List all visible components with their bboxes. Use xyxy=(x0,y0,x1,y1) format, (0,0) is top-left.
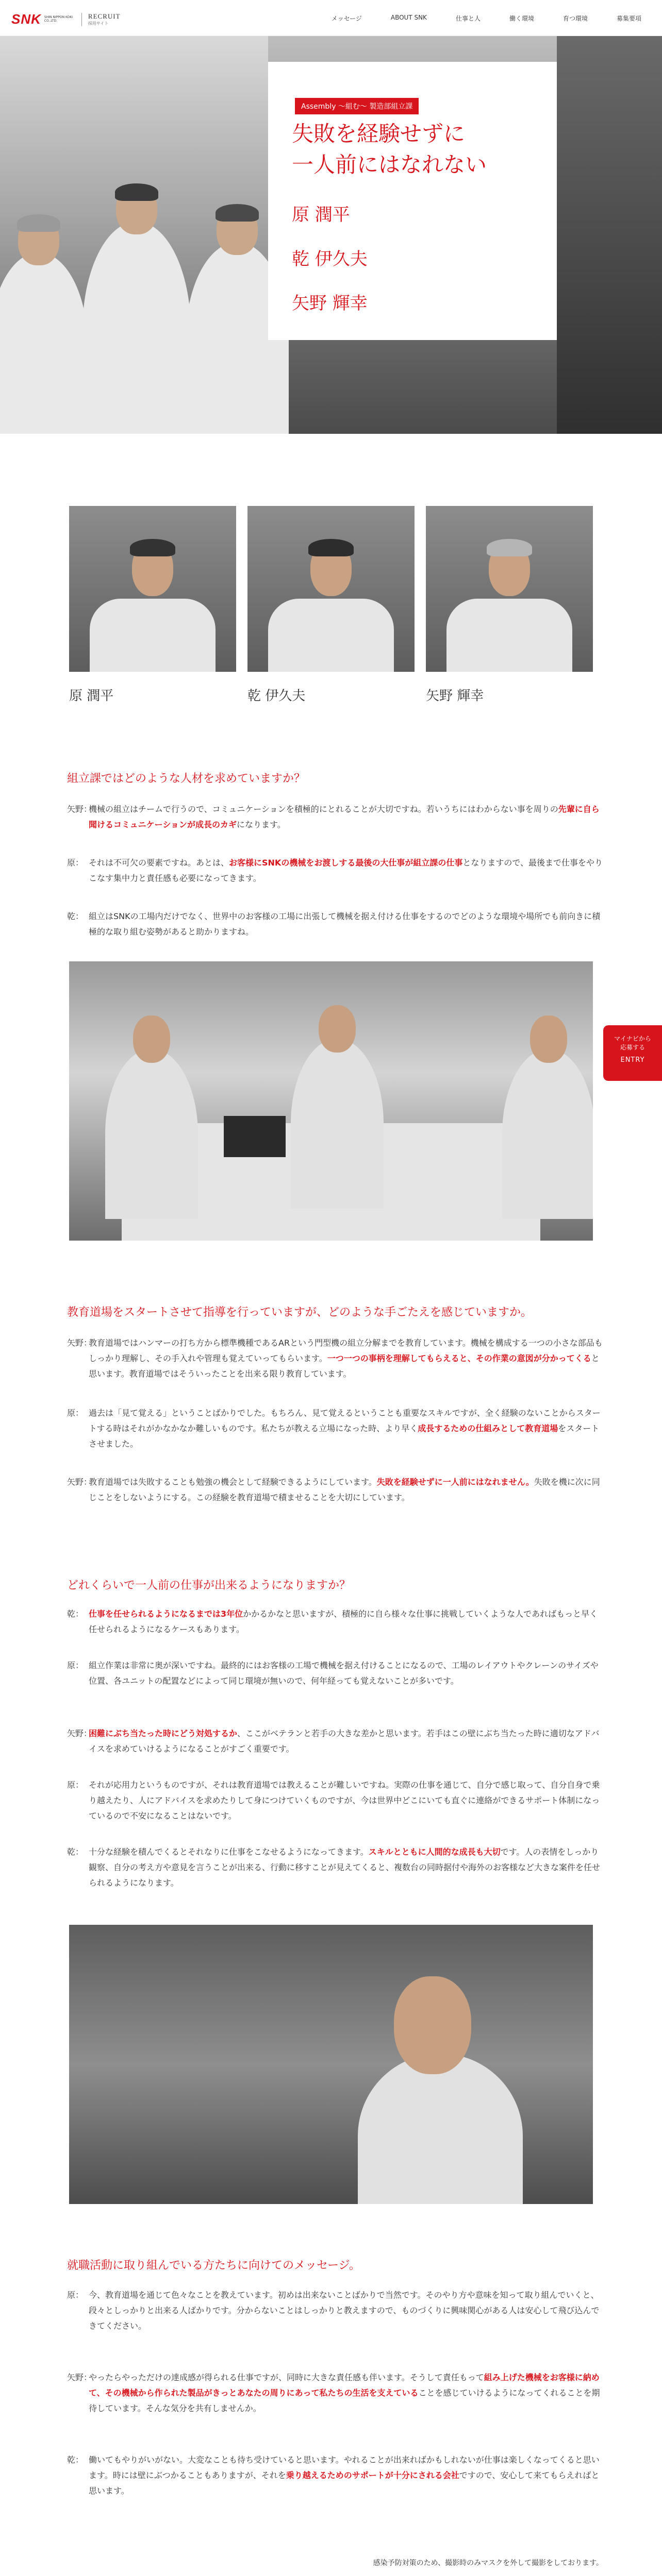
highlight-text: スキルとともに人間的な成長も大切 xyxy=(368,1847,501,1857)
logo-sub: SHIN NIPPON KOKI CO.,LTD. xyxy=(44,15,73,23)
logo-recruit-label: RECRUIT xyxy=(88,12,121,20)
site-logo[interactable] xyxy=(11,11,121,27)
body-text: 教育道場ではハンマーの打ち方から標準機種であるARという門型機の組立分解までを教育しています。機械を構成する一つの小さな部品もしっかり理解し、その手入れや管理も覚えていってもらいます。 xyxy=(89,1338,603,1363)
hero-title xyxy=(292,118,487,180)
section-2-question: 教育道場をスタートさせて指導を行っていますが、どのような手ごたえを感じていますか。 xyxy=(67,1306,533,1319)
highlight-text: お客様にSNKの機械をお渡しする最後の大仕事が組立課の仕事 xyxy=(229,858,463,868)
section-4-para-3: 乾： 働いてもやりがいがない。大変なことも待ち受けていると思います。やれることが出来ればかもしれないが仕事は楽しくなってくると思います。時には壁にぶつかることもありますが、それを乗り越えるためのサポートが十分にされる会社ですので、安心して来てもらえればと思います。 xyxy=(67,2455,600,2496)
body-text: かかるかなと思いますが、積極的に自ら様々な仕事に挑戦していくような人であればもっと早く任せられるようになるケースもあります。 xyxy=(89,1609,598,1634)
nav-growth[interactable]: 育つ環境 xyxy=(562,15,588,22)
body-text: ですので、安心して来てもらえればと思います。 xyxy=(89,2470,600,2496)
hero-background-right xyxy=(557,36,662,434)
section-4-para-2: 矢野： やったらやっただけの達成感が得られる仕事ですが、同時に大きな責任感も伴います。そうして責任もって組み上げた機械をお客様に納めて、その機械から作られた製品がきっとあなたの周りにあって私たちの生活を支えていることを感じていけるようになってくれることを期待しています。そんな気分を共有しませんか。 xyxy=(67,2372,600,2413)
body-text: 十分な経験を積んでくるとそれなりに仕事をこなせるようになってきます。 xyxy=(89,1847,369,1857)
body-text: 、ここがベテランと若手の大きな差かと思います。若手はこの壁にぶち当たった時に適切なアドバイスを求めていけるようになることがすごく重要です。 xyxy=(89,1728,600,1754)
section-1-para-2: 原： それは不可欠の要素ですね。あとは、お客様にSNKの機械をお渡しする最後の大仕事が組立課の仕事となりますので、最後まで仕事をやりこなす集中力と責任感も必要になってきます。 xyxy=(67,858,603,883)
portrait-name-1: 原 潤平 xyxy=(69,688,114,704)
highlight-text: 失敗を経験せずに一人前にはなれません。 xyxy=(376,1477,534,1487)
hero-tag: Assembly 〜組む〜 製造部組立課 xyxy=(295,98,419,114)
hero-worker-2 xyxy=(82,222,191,434)
section-4-para-1: 原： 今、教育道場を通じて色々なことを教えています。初めは出来ないことばかりで当然です。そのやり方や意味を知って取り組んでいくと、段々としっかりと出来る人ばかりです。分からないことはしっかりと教えますので、ものづくりに興味関心がある人は安心して飛び込んできてください。 xyxy=(67,2290,600,2331)
body-text: 過去は「見て覚える」ということばかりでした。もちろん、見て覚えるということも重要なスキルですが、全く経験のないことからスタートする時はそれがかなかなか難しいものです。私たちが教える立場になった時、より早く xyxy=(89,1408,601,1433)
hero-name-2: 乾 伊久夫 xyxy=(292,249,368,269)
site-header xyxy=(0,0,662,36)
section-2-para-2: 原： 過去は「見て覚える」ということばかりでした。もちろん、見て覚えるということも重要なスキルですが、全く経験のないことからスタートする時はそれがかなかなか難しいものです。私たちが教える立場になった時、より早く成長するための仕組みとして教育道場をスタートさせました。 xyxy=(67,1408,601,1449)
hero-title-line-1: 失敗を経験せずに xyxy=(292,121,466,146)
logo-recruit xyxy=(88,12,121,26)
meeting-photo xyxy=(69,961,593,1241)
side-cta-line-2: 応募する xyxy=(620,1044,645,1051)
hero-title-line-2: 一人前にはなれない xyxy=(292,152,487,177)
nav-about[interactable]: ABOUT SNK xyxy=(390,14,427,21)
body-text: 失敗を機に次に同じことをしないようにする。この経験を教育道場で積ませることを大切にしています。 xyxy=(89,1477,600,1502)
body-text: それが応用力というものですが、それは教育道場では教えることが難しいですね。実際の仕事を通じて、自分で感じ取って、自分自身で乗り越えたり、人にアドバイスを求めたりして身につけていくものですが、今は世界中どこにいても直ぐに連絡ができるサポート体制になっているので不安になることはないです。 xyxy=(89,1780,600,1821)
hero-photo xyxy=(0,36,268,434)
body-text: ことを感じていけるようになってくれることを期待しています。そんな気分を共有しませんか。 xyxy=(89,2388,600,2413)
interview-photo xyxy=(69,1925,593,2204)
hero-worker-1 xyxy=(0,252,88,434)
highlight-text: 先輩に自ら聞けるコミュニケーションが成長のカギ xyxy=(89,804,600,829)
highlight-text: 成長するための仕組みとして教育道場 xyxy=(418,1423,558,1433)
highlight-text: 一つ一つの事柄を理解してもらえると、その作業の意図が分かってくる xyxy=(327,1353,591,1363)
section-3-para-2: 原： 組立作業は非常に奥が深いですね。最終的にはお客様の工場で機械を据え付けることになるので、工場のレイアウトやクレーンのサイズや位置、各ユニットの配置などによって同じ環境が無いので、何年経っても覚えないことが多いです。 xyxy=(67,1660,599,1686)
section-1-para-3: 乾： 組立はSNKの工場内だけでなく、世界中のお客様の工場に出張して機械を据え付ける仕事をするのでどのような環境や場所でも前向きに積極的な取り組む姿勢があると助かりますね。 xyxy=(67,911,601,937)
highlight-text: 困難にぶち当たった時にどう対処するか xyxy=(89,1728,238,1738)
section-1-para-1: 矢野： 機械の組立はチームで行うので、コミュニケーションを積極的にとれることが大切ですね。若いうちにはわからない事を周りの先輩に自ら聞けるコミュニケーションが成長のカギになります。 xyxy=(67,804,600,829)
highlight-text: 組み上げた機械をお客様に納めて、その機械から作られた製品がきっとあなたの周りにあって私たちの生活を支えている xyxy=(89,2372,600,2398)
body-text: と思います。教育道場ではそういったことを出来る限り教育しています。 xyxy=(89,1353,600,1379)
section-3-para-1: 乾： 仕事を任せられるようになるまでは3年位かかるかなと思いますが、積極的に自ら様々な仕事に挑戦していくような人であればもっと早く任せられるようになるケースもあります。 xyxy=(67,1609,598,1634)
portrait-name-2: 乾 伊久夫 xyxy=(247,688,306,704)
photo-caption: 感染予防対策のため、撮影時のみマスクを外して撮影をしております。 xyxy=(373,2559,603,2567)
body-text: 教育道場では失敗することも勉強の機会として経験できるようにしています。 xyxy=(89,1477,377,1487)
section-3-para-5: 乾： 十分な経験を積んでくるとそれなりに仕事をこなせるようになってきます。スキルとともに人間的な成長も大切です。人の表情をしっかり観察、自分の考え方や意見を言うことが出来る、行動に移すことが見えてくると、複数台の同時据付や海外のお客様など大きな案件を任せられるようになります。 xyxy=(67,1847,601,1888)
body-text: 組立はSNKの工場内だけでなく、世界中のお客様の工場に出張して機械を据え付ける仕事をするのでどのような環境や場所でも前向きに積極的な取り組む姿勢があると助かりますね。 xyxy=(89,911,601,937)
body-text: となりますので、最後まで仕事をやりこなす集中力と責任感も必要になってきます。 xyxy=(89,858,603,883)
body-text: それは不可欠の要素ですね。あとは、 xyxy=(89,858,229,868)
section-4-question: 就職活動に取り組んでいる方たちに向けてのメッセージ。 xyxy=(67,2259,360,2272)
body-text: 組立作業は非常に奥が深いですね。最終的にはお客様の工場で機械を据え付けることになるので、工場のレイアウトやクレーンのサイズや位置、各ユニットの配置などによって同じ環境が無いので、何年経っても覚えないことが多いです。 xyxy=(89,1660,599,1686)
nav-recruit[interactable]: 募集要項 xyxy=(616,15,641,22)
hero-name-1: 原 潤平 xyxy=(292,205,350,225)
hero-names xyxy=(292,193,368,326)
body-text: 機械の組立はチームで行うので、コミュニケーションを積極的にとれることが大切ですね。若いうちにはわからない事を周りの xyxy=(89,804,558,814)
section-2-para-3: 矢野： 教育道場では失敗することも勉強の機会として経験できるようにしています。失敗を経験せずに一人前にはなれません。失敗を機に次に同じことをしないようにする。この経験を教育道場で積ませることを大切にしています。 xyxy=(67,1477,600,1502)
portrait-name-3: 矢野 輝幸 xyxy=(426,688,484,704)
logo-recruit-sub: 採用サイト xyxy=(88,21,109,26)
side-cta-entry: ENTRY xyxy=(620,1056,645,1064)
body-text: 今、教育道場を通じて色々なことを教えています。初めは出来ないことばかりで当然です。そのやり方や意味を知って取り組んでいくと、段々としっかりと出来る人ばかりです。分からないことはしっかりと教えますので、ものづくりに興味関心がある人は安心して飛び込んできてください。 xyxy=(89,2290,600,2331)
side-cta-line-1: マイナビから xyxy=(614,1035,651,1042)
section-2-para-1: 矢野： 教育道場ではハンマーの打ち方から標準機種であるARという門型機の組立分解までを教育しています。機械を構成する一つの小さな部品もしっかり理解し、その手入れや管理も覚えていってもらいます。一つ一つの事柄を理解してもらえると、その作業の意図が分かってくると思います。教育道場ではそういったことを出来る限り教育しています。 xyxy=(67,1338,603,1379)
section-1-question: 組立課ではどのような人材を求めていますか？ xyxy=(67,772,306,785)
hero-name-3: 矢野 輝幸 xyxy=(292,293,368,314)
highlight-text: 仕事を任せられるようになるまでは3年位 xyxy=(89,1609,243,1619)
mynavi-entry-button[interactable] xyxy=(603,1025,662,1081)
portrait-3 xyxy=(426,506,593,672)
logo-snk: SNK xyxy=(11,11,41,27)
portrait-1 xyxy=(69,506,236,672)
body-text: です。人の表情をしっかり観察、自分の考え方や意見を言うことが出来る、行動に移すことが見えてくると、複数台の同時据付や海外のお客様など大きな案件を任せられるようになります。 xyxy=(89,1847,601,1888)
section-3-para-3: 矢野： 困難にぶち当たった時にどう対処するか、ここがベテランと若手の大きな差かと思います。若手はこの壁にぶち当たった時に適切なアドバイスを求めていけるようになることがすごく重要です。 xyxy=(67,1728,600,1754)
body-text: になります。 xyxy=(237,820,286,829)
highlight-text: 乗り越えるためのサポートが十分にされる会社 xyxy=(286,2470,459,2480)
section-3-para-4: 原： それが応用力というものですが、それは教育道場では教えることが難しいですね。実際の仕事を通じて、自分で感じ取って、自分自身で乗り越えたり、人にアドバイスを求めたりして身につけていくものですが、今は世界中どこにいても直ぐに連絡ができるサポート体制になっているので不安になることはないです。 xyxy=(67,1780,600,1821)
nav-work[interactable]: 仕事と人 xyxy=(455,15,481,22)
main-nav xyxy=(332,14,641,23)
section-3-question: どれくらいで一人前の仕事が出来るようになりますか？ xyxy=(67,1579,351,1592)
body-text: 働いてもやりがいがない。大変なことも待ち受けていると思います。やれることが出来ればかもしれないが仕事は楽しくなってくると思います。時には壁にぶつかることもありますが、それを xyxy=(89,2455,600,2480)
portrait-2 xyxy=(247,506,415,672)
logo-divider xyxy=(81,13,82,26)
body-text: やったらやっただけの達成感が得られる仕事ですが、同時に大きな責任感も伴います。そうして責任もって xyxy=(89,2372,484,2382)
body-text: をスタートさせました。 xyxy=(89,1423,600,1449)
nav-message[interactable]: メッセージ xyxy=(331,15,362,22)
nav-environment[interactable]: 働く環境 xyxy=(509,15,534,22)
